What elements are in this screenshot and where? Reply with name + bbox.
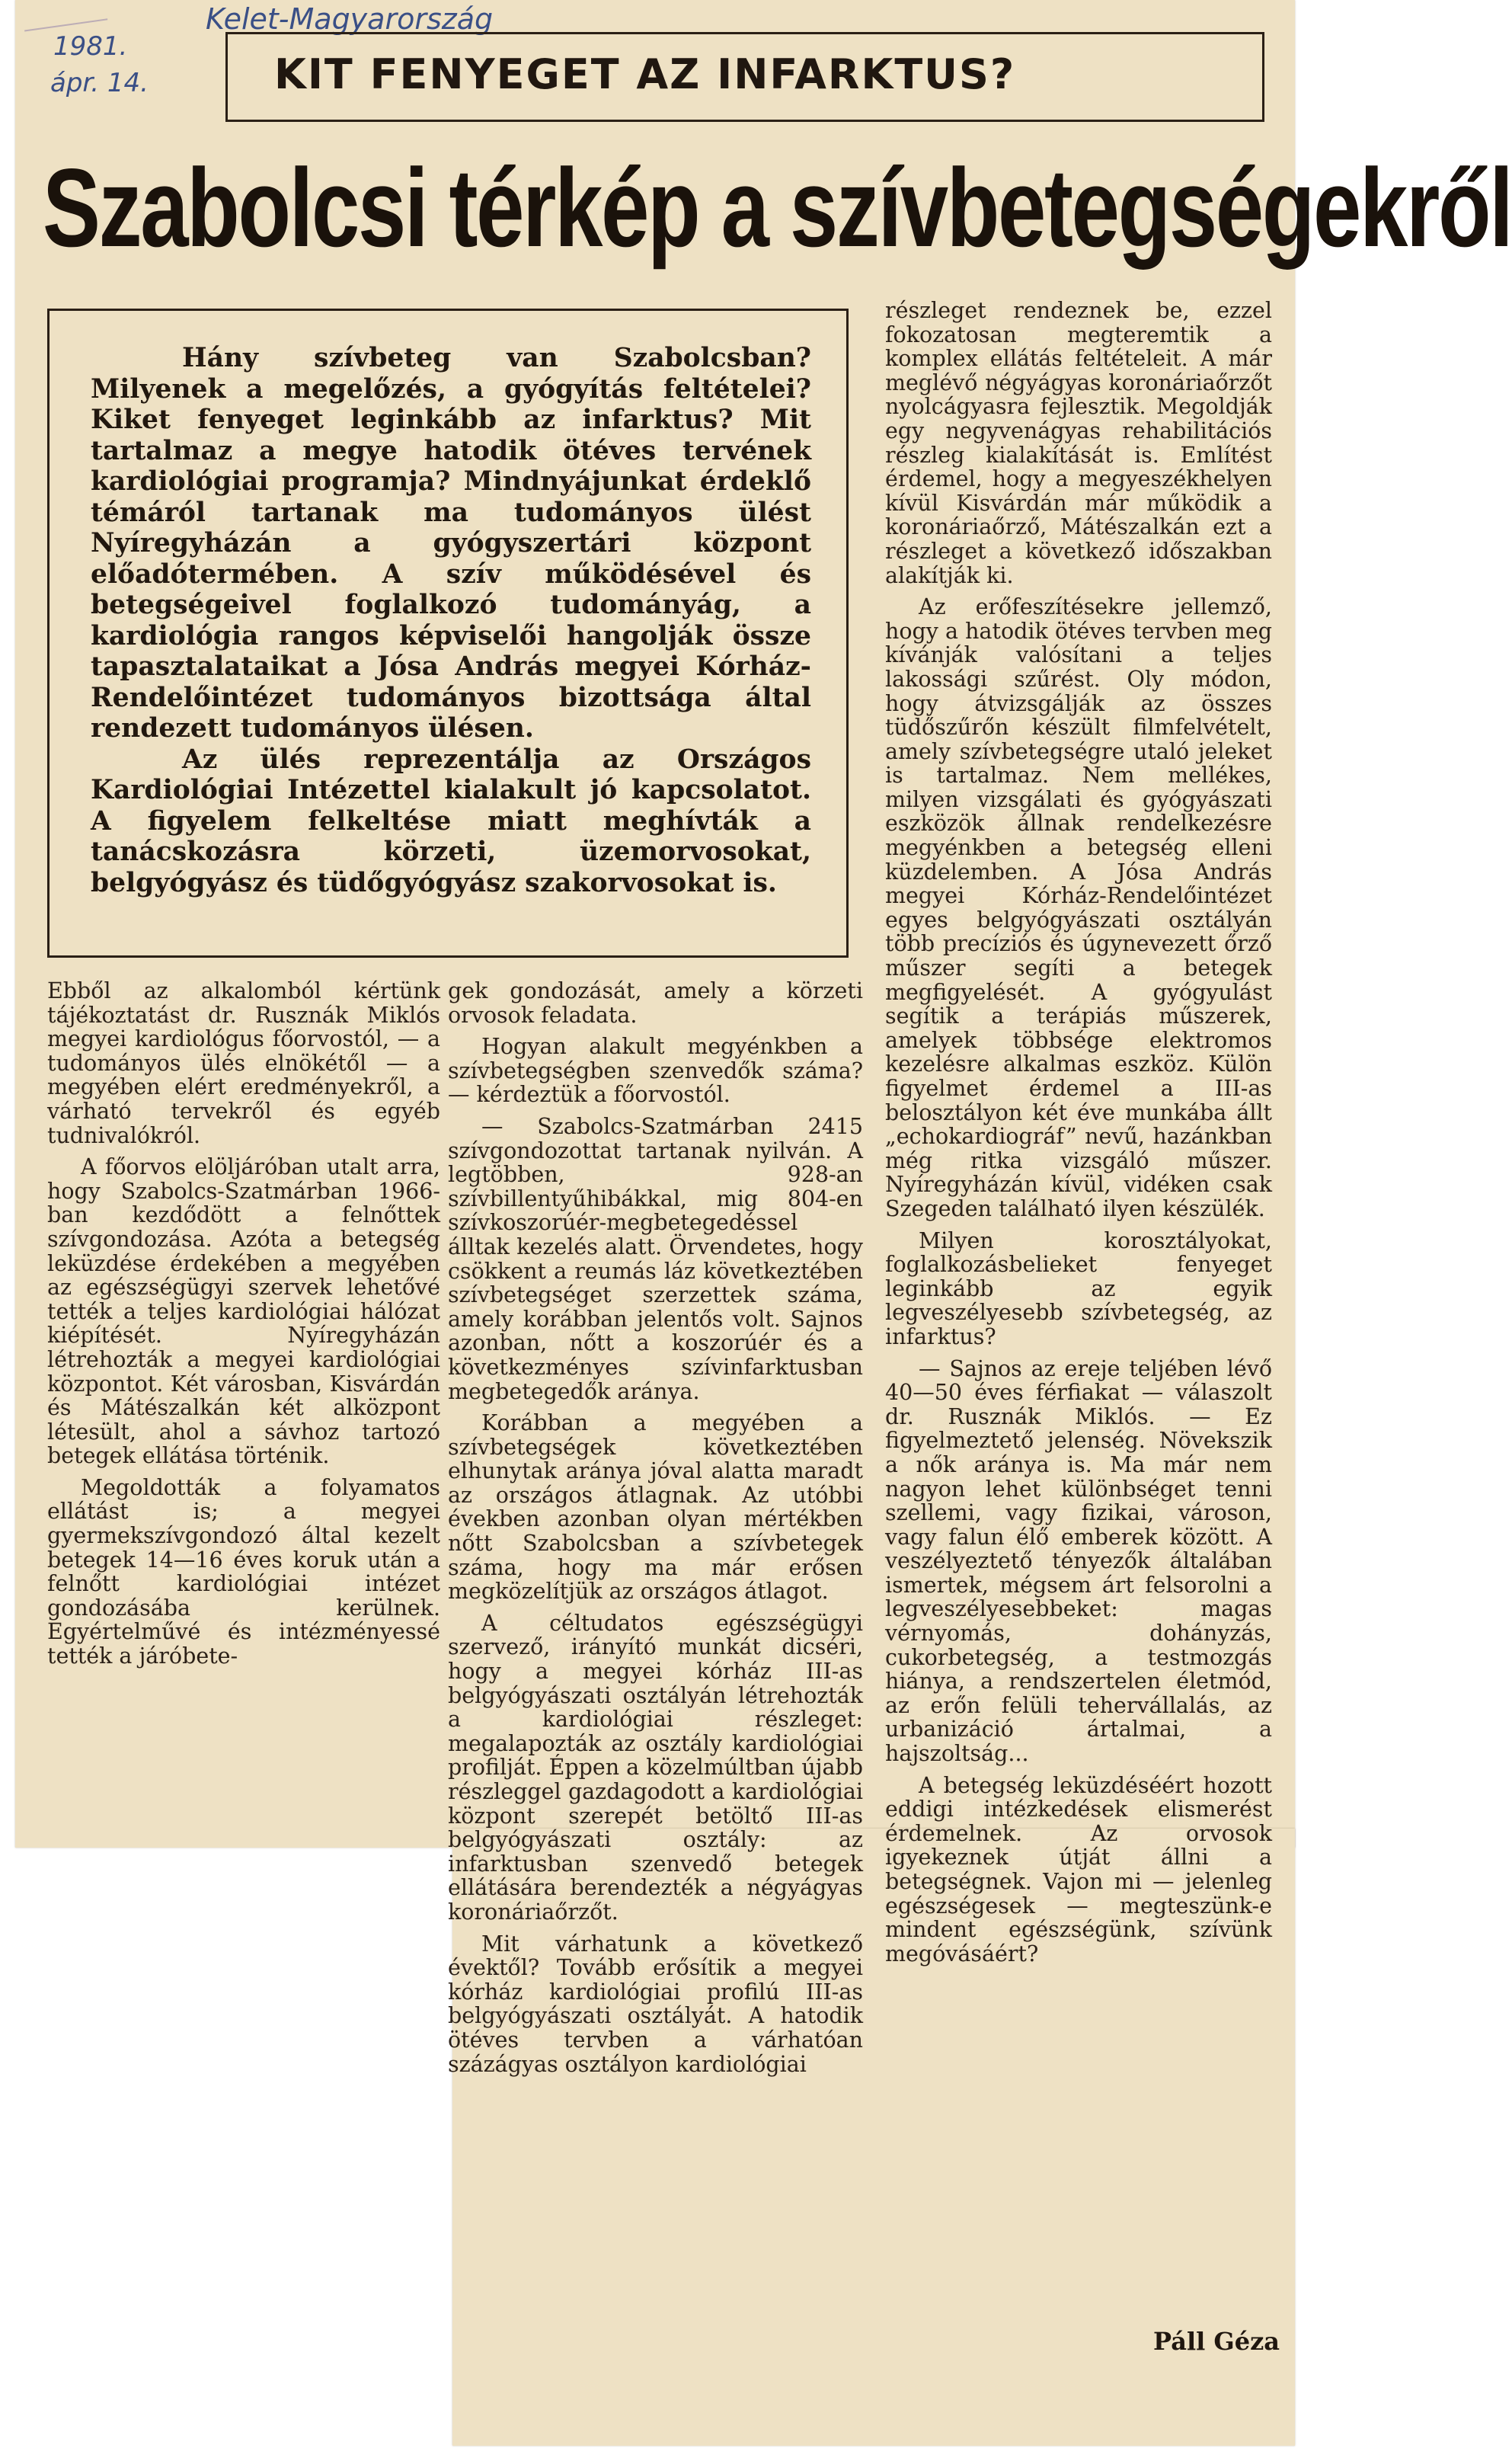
column-left [47, 979, 440, 1676]
column-middle [448, 979, 863, 2084]
body-paragraph: — Sajnos az ereje teljében lévő 40—50 éves férfiakat — válaszolt dr. Rusznák Miklós. — Ez figyelmeztető jelenség. Növekszik a nők aránya is. Ma már nem nagyon lehet különbséget tenni szellemi, vagy fizikai, városon, vagy falun élő emberek között. A veszélyeztető tényezők általában ismertek, mégsem árt felsorolni a legveszélyesebbeket: magas vérnyomás, dohányzás, cukorbetegség, a testmozgás hiánya, a rendszertelen életmód, az erőn felüli tehervállalás, az urbanizáció ártalmai, a hajszoltság... [885, 1355, 1272, 1767]
body-paragraph: Megoldották a folyamatos ellátást is; a megyei gyermekszívgondozó által kezelt betegek 14—16 éves koruk után a felnőtt kardiológiai intézet gondozásába kerülnek. Egyértelművé és intézményessé tették a járóbete- [47, 1474, 440, 1669]
kicker: KIT FENYEGET AZ INFARKTUS? [274, 50, 1016, 98]
body-paragraph: A betegség leküzdéséért hozott eddigi intézkedések elismerést érdemelnek. Az orvosok igyekeznek útját állni a betegségnek. Vajon mi — jelenleg egészségesek — megteszünk-e mindent egészségünk, szívünk megóvásáért? [885, 1772, 1272, 1966]
body-paragraph: Ebből az alkalomból kértünk tájékoztatást dr. Rusznák Miklós megyei kardiológus főorvostól, — a tudományos ülés elnökétől — a megyében elért eredményekről, a várható tervekről és egyéb tudnivalókról. [47, 978, 440, 1148]
handwritten-year: 1981. [53, 31, 128, 62]
lead-box [47, 309, 849, 958]
handwritten-date: ápr. 14. [50, 68, 149, 98]
lead-paragraph: Az ülés reprezentálja az Országos Kardiológiai Intézettel kialakult jó kapcsolatot. A figyelem felkeltése miatt meghívták a tanácskozásra körzeti, üzemorvosokat, belgyógyász és tüdőgyógyász szakorvosokat is. [91, 744, 811, 898]
body-paragraph: Korábban a megyében a szívbetegségek következtében elhunytak aránya jóval alatta maradt az országos átlagnak. Az utóbbi években azonban olyan mértékben nőtt Szabolcsban a szívbetegek száma, hogy ma már erősen megközelítjük az országos átlagot. [448, 1410, 863, 1605]
body-paragraph: Milyen korosztályokat, foglalkozásbelieket fenyeget leginkább az egyik legveszélyesebb szívbetegség, az infarktus? [885, 1227, 1272, 1349]
byline: Páll Géza [1153, 2327, 1280, 2356]
body-paragraph: A céltudatos egészségügyi szervező, irányító munkát dicséri, hogy a megyei kórház III-as belgyógyászati osztályán létrehozták a kardiológiai részleget: megalapozták az osztály kardiológiai profilját. Éppen a közelmúltban újabb részleggel gazdagodott a kardiológiai központ szerepét betöltő III-as belgyógyászati osztály: az infarktusban szenvedő betegek ellátására berendezték a négyágyas koronáriaőrzőt. [448, 1610, 863, 1925]
body-paragraph: gek gondozását, amely a körzeti orvosok feladata. [448, 978, 863, 1028]
body-paragraph: A főorvos elöljáróban utalt arra, hogy Szabolcs-Szatmárban 1966-ban kezdődött a felnőttek szívgondozása. Azóta a betegség leküzdése érdekében a megyében az egészségügyi szervek lehetővé tették a teljes kardiológiai hálózat kiépítését. Nyíregyházán létrehozták a megyei kardiológiai központot. Két városban, Kisvárdán és Mátészalkán két alközpont létesült, ahol a sávhoz tartozó betegek ellátása történik. [47, 1154, 440, 1469]
body-paragraph: Hogyan alakult megyénkben a szívbetegségben szenvedők száma? — kérdeztük a főorvostól. [448, 1034, 863, 1108]
headline: Szabolcsi térkép a szívbetegségekről [43, 146, 1512, 270]
handwritten-source: Kelet-Magyarország [206, 2, 494, 36]
body-paragraph: — Szabolcs-Szatmárban 2415 szívgondozottat tartanak nyilván. A legtöbben, 928-an szívbillentyűhibákkal, mig 804-en szívkoszorúér-megbetegedéssel álltak kezelés alatt. Örvendetes, hogy csökkent a reumás láz következtében szívbetegséget szerzettek száma, amely korábban jelentős volt. Sajnos azonban, nőtt a koszorúér és a következményes szívinfarktusban megbetegedők aránya. [448, 1113, 863, 1404]
body-paragraph: Mit várhatunk a következő évektől? Tovább erősítik a megyei kórház kardiológiai profilú III-as belgyógyászati osztályát. A hatodik ötéves tervben a várhatóan százágyas osztályon kardiológiai [448, 1931, 863, 2077]
body-paragraph: Az erőfeszítésekre jellemző, hogy a hatodik ötéves tervben meg kívánják valósítani a teljes lakossági szűrést. Oly módon, hogy átvizsgálják az összes tüdőszűrőn készült filmfelvételt, amely szívbetegségre utaló jeleket is tartalmaz. Nem mellékes, milyen vizsgálati és gyógyászati eszközök állnak rendelkezésre megyénkben a betegség elleni küzdelemben. A Jósa András megyei Kórház-Rendelőintézet egyes belgyógyászati osztályán több precíziós és úgynevezett őrző műszer segíti a betegek megfigyelését. A gyógyulást segítik a terápiás műszerek, amelyek többsége elektromos kezelésre alkalmas eszköz. Külön figyelmet érdemel a III-as belosztályon két éve munkába állt „echokardiográf” nevű, hazánkban még ritka vizsgáló műszer. Nyíregyházán kívül, vidéken csak Szegeden található ilyen készülék. [885, 594, 1272, 1221]
lead-paragraph: Hány szívbeteg van Szabolcsban? Milyenek a megelőzés, a gyógyítás feltételei? Kiket fenyeget leginkább az infarktus? Mit tartalmaz a megye hatodik ötéves tervének kardiológiai programja? Mindnyájunkat érdeklő témáról tartanak ma tudományos ülést Nyíregyházán a gyógyszertári központ előadótermében. A szív működésével és betegségeivel foglalkozó tudományág, a kardiológia rangos képviselői hangolják össze tapasztalataikat a Jósa András megyei Kórház-Rendelőintézet tudományos bizottsága által rendezett tudományos ülésen. [91, 343, 811, 744]
body-paragraph: részleget rendeznek be, ezzel fokozatosan megteremtik a komplex ellátás feltételeit. A már meglévő négyágyas koronáriaőrzőt nyolcágyasra fejlesztik. Megoldják egy negyvenágyas rehabilitációs részleg kialakítását is. Említést érdemel, hogy a megyeszékhelyen kívül Kisvárdán már működik a koronáriaőrző, Mátészalkán ezt a részleget a következő időszakban alakítják ki. [885, 298, 1272, 588]
column-right [885, 299, 1272, 1973]
